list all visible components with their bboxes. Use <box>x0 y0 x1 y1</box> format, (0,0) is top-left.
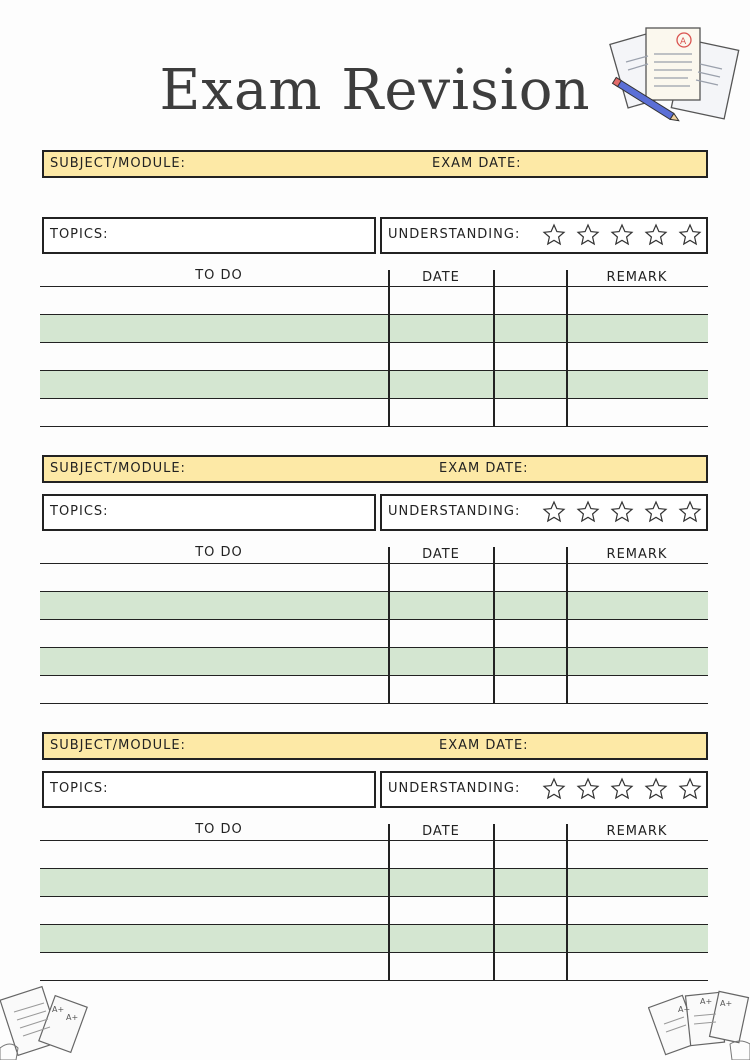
table-row[interactable] <box>40 315 708 343</box>
exam-date-label: EXAM DATE: <box>439 738 529 753</box>
star-outline-icon[interactable] <box>576 500 600 524</box>
star-outline-icon[interactable] <box>542 500 566 524</box>
topics-box[interactable] <box>42 771 376 808</box>
understanding-box <box>380 771 708 808</box>
topics-label: TOPICS: <box>50 227 109 242</box>
column-divider <box>388 824 390 981</box>
understanding-box <box>380 494 708 531</box>
remark-header: REMARK <box>606 547 668 562</box>
svg-text:A: A <box>680 37 687 47</box>
date-header: DATE <box>422 824 460 839</box>
topics-box[interactable] <box>42 217 376 254</box>
todo-header: TO DO <box>195 268 243 283</box>
star-outline-icon[interactable] <box>576 223 600 247</box>
table-row[interactable] <box>40 925 708 953</box>
svg-text:A+: A+ <box>720 999 733 1008</box>
column-divider <box>493 824 495 981</box>
table-row[interactable] <box>40 620 708 648</box>
topics-label: TOPICS: <box>50 504 109 519</box>
star-outline-icon[interactable] <box>610 500 634 524</box>
table-rows <box>40 563 708 704</box>
table-row[interactable] <box>40 287 708 315</box>
page-title: Exam Revision <box>159 58 591 123</box>
todo-header: TO DO <box>195 822 243 837</box>
column-divider <box>566 824 568 981</box>
star-outline-icon[interactable] <box>644 777 668 801</box>
star-outline-icon[interactable] <box>678 500 702 524</box>
table-row[interactable] <box>40 592 708 620</box>
exam-date-label: EXAM DATE: <box>432 156 522 171</box>
star-outline-icon[interactable] <box>678 223 702 247</box>
understanding-rating <box>542 500 702 524</box>
understanding-label: UNDERSTANDING: <box>388 504 521 519</box>
star-outline-icon[interactable] <box>610 223 634 247</box>
remark-header: REMARK <box>606 270 668 285</box>
table-row[interactable] <box>40 343 708 371</box>
table-row[interactable] <box>40 953 708 981</box>
exam-date-label: EXAM DATE: <box>439 461 529 476</box>
subject-bar[interactable] <box>42 455 708 483</box>
column-divider <box>493 547 495 704</box>
star-outline-icon[interactable] <box>644 223 668 247</box>
table-header <box>40 822 708 840</box>
table-row[interactable] <box>40 648 708 676</box>
svg-text:A+: A+ <box>52 1005 65 1014</box>
star-outline-icon[interactable] <box>576 777 600 801</box>
table-row[interactable] <box>40 399 708 427</box>
column-divider <box>388 547 390 704</box>
star-outline-icon[interactable] <box>678 777 702 801</box>
table-rows <box>40 286 708 427</box>
table-row[interactable] <box>40 564 708 592</box>
table-row[interactable] <box>40 841 708 869</box>
exam-papers-icon <box>0 978 100 1060</box>
date-header: DATE <box>422 270 460 285</box>
column-divider <box>493 270 495 427</box>
subject-bar[interactable] <box>42 150 708 178</box>
topics-label: TOPICS: <box>50 781 109 796</box>
exam-papers-with-pencil-icon <box>608 22 743 127</box>
understanding-rating <box>542 777 702 801</box>
table-rows <box>40 840 708 981</box>
svg-text:A+: A+ <box>66 1013 79 1022</box>
star-outline-icon[interactable] <box>644 500 668 524</box>
remark-header: REMARK <box>606 824 668 839</box>
understanding-rating <box>542 223 702 247</box>
understanding-box <box>380 217 708 254</box>
column-divider <box>566 270 568 427</box>
subject-label: SUBJECT/MODULE: <box>50 156 186 171</box>
todo-table <box>40 822 708 981</box>
table-row[interactable] <box>40 897 708 925</box>
svg-text:A+: A+ <box>700 997 713 1006</box>
table-row[interactable] <box>40 371 708 399</box>
subject-label: SUBJECT/MODULE: <box>50 461 186 476</box>
star-outline-icon[interactable] <box>542 777 566 801</box>
column-divider <box>388 270 390 427</box>
star-outline-icon[interactable] <box>610 777 634 801</box>
table-row[interactable] <box>40 869 708 897</box>
subject-bar[interactable] <box>42 732 708 760</box>
understanding-label: UNDERSTANDING: <box>388 227 521 242</box>
todo-table <box>40 545 708 704</box>
table-row[interactable] <box>40 676 708 704</box>
star-outline-icon[interactable] <box>542 223 566 247</box>
todo-table <box>40 268 708 427</box>
subject-label: SUBJECT/MODULE: <box>50 738 186 753</box>
column-divider <box>566 547 568 704</box>
table-header <box>40 268 708 286</box>
exam-papers-icon <box>648 984 750 1060</box>
understanding-label: UNDERSTANDING: <box>388 781 521 796</box>
todo-header: TO DO <box>195 545 243 560</box>
svg-text:A+: A+ <box>678 1005 691 1014</box>
date-header: DATE <box>422 547 460 562</box>
topics-box[interactable] <box>42 494 376 531</box>
table-header <box>40 545 708 563</box>
